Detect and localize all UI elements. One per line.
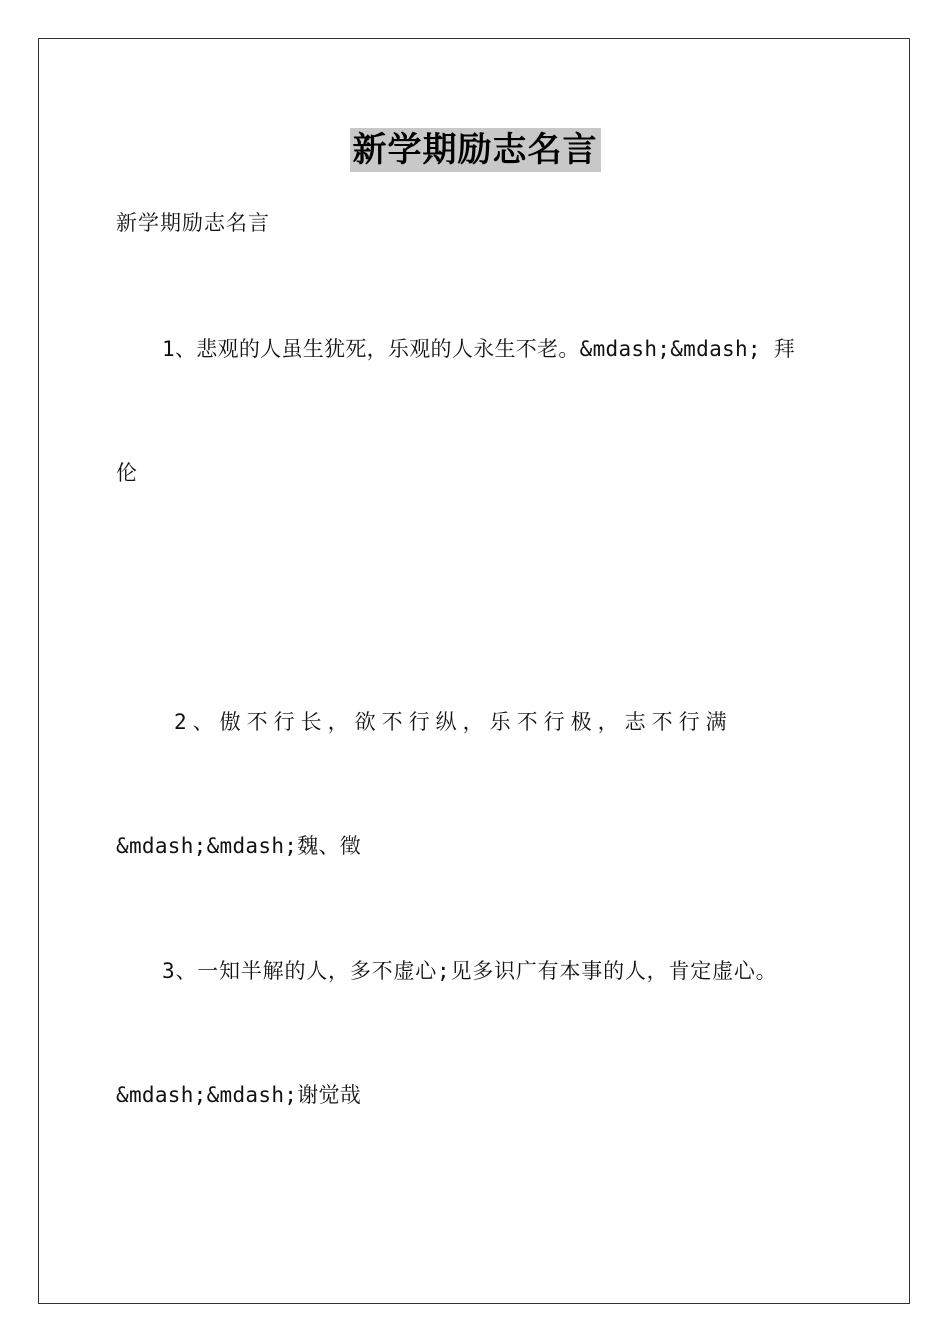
quote-2-line-1: 2、傲不行长，欲不行纵，乐不行极，志不行满	[174, 710, 733, 734]
document-subtitle: 新学期励志名言	[116, 211, 270, 235]
quote-3-line-2: &mdash;&mdash;谢觉哉	[116, 1083, 362, 1107]
quote-1-line-2: 伦	[116, 461, 137, 485]
document-title-wrap	[0, 128, 950, 172]
document-title: 新学期励志名言	[350, 128, 601, 172]
quote-2-line-2: &mdash;&mdash;魏、徵	[116, 834, 362, 858]
quote-3-line-1: 3、一知半解的人，多不虚心;见多识广有本事的人，肯定虚心。	[162, 959, 778, 983]
quote-1-line-1: 1、悲观的人虽生犹死，乐观的人永生不老。&mdash;&mdash; 拜	[162, 337, 796, 361]
